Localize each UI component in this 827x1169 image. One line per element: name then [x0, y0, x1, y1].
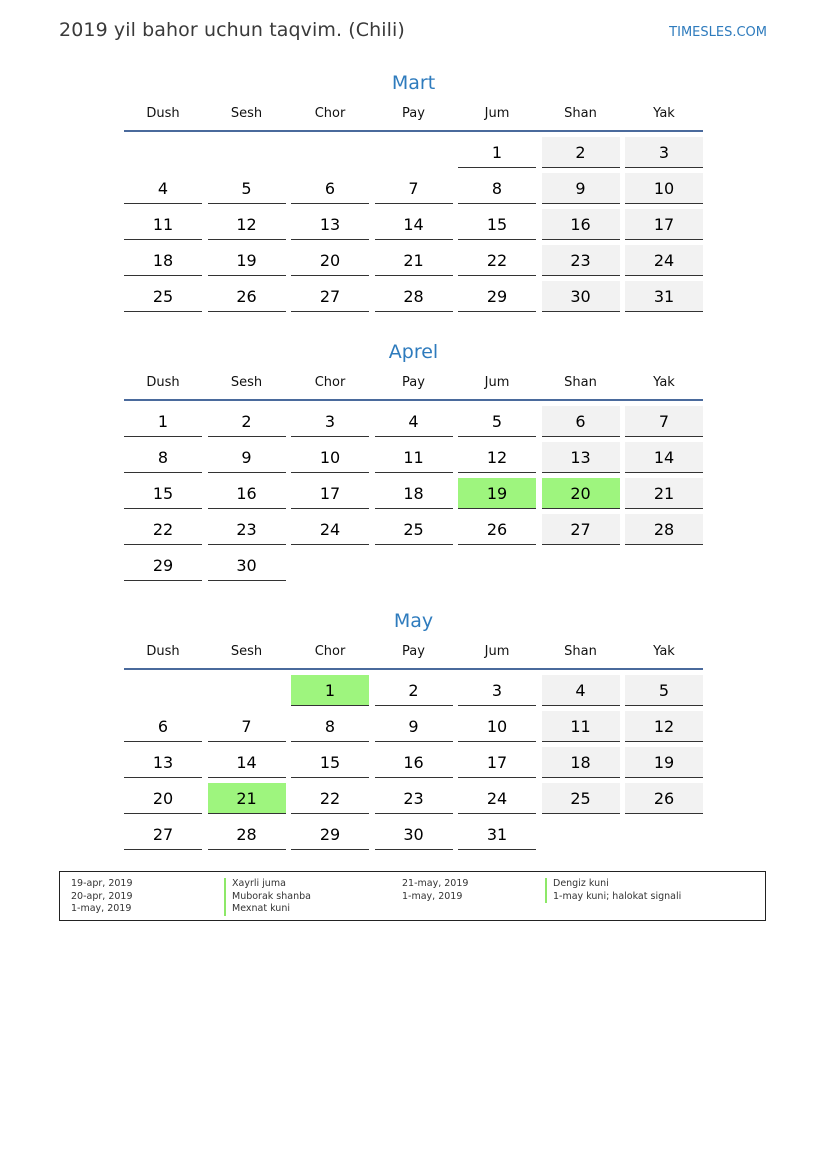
- day-cell[interactable]: 5: [208, 173, 286, 204]
- day-cell[interactable]: 12: [458, 442, 536, 473]
- day-cell[interactable]: 18: [542, 747, 620, 778]
- day-cell[interactable]: 20: [124, 783, 202, 814]
- legend-names-right: [545, 878, 681, 903]
- weekday-label: Chor: [314, 644, 346, 659]
- day-grid: [124, 137, 703, 312]
- day-cell[interactable]: 1: [458, 137, 536, 168]
- weekday-label: Chor: [314, 375, 346, 390]
- day-cell[interactable]: 6: [291, 173, 369, 204]
- day-cell[interactable]: 29: [458, 281, 536, 312]
- day-cell[interactable]: 21: [208, 783, 286, 814]
- day-cell[interactable]: 17: [458, 747, 536, 778]
- day-cell[interactable]: 30: [208, 550, 286, 581]
- weekday-label: Jum: [484, 106, 510, 121]
- day-cell[interactable]: 29: [291, 819, 369, 850]
- legend-holiday-name: Mexnat kuni: [224, 903, 311, 916]
- day-cell[interactable]: 27: [291, 281, 369, 312]
- day-cell[interactable]: 31: [458, 819, 536, 850]
- legend-holiday-name: 1-may kuni; halokat signali: [545, 891, 681, 904]
- month-title: Aprel: [388, 341, 439, 363]
- weekday-label: Shan: [564, 106, 597, 121]
- day-cell[interactable]: 22: [458, 245, 536, 276]
- day-cell[interactable]: 9: [375, 711, 453, 742]
- day-cell[interactable]: 8: [124, 442, 202, 473]
- day-cell[interactable]: 5: [458, 406, 536, 437]
- day-cell[interactable]: 17: [625, 209, 703, 240]
- weekday-label: Shan: [564, 644, 597, 659]
- day-cell[interactable]: 4: [124, 173, 202, 204]
- day-cell[interactable]: 16: [208, 478, 286, 509]
- weekday-label: Dush: [146, 106, 180, 121]
- day-cell[interactable]: 9: [208, 442, 286, 473]
- month-may: [124, 606, 703, 850]
- empty-cell: [291, 137, 369, 168]
- weekday-label: Sesh: [230, 375, 263, 390]
- day-cell[interactable]: 2: [375, 675, 453, 706]
- weekday-label: Pay: [402, 106, 425, 121]
- weekday-label: Jum: [484, 644, 510, 659]
- weekday-label: Chor: [314, 106, 346, 121]
- weekday-header: [124, 373, 703, 401]
- weekday-label: Yak: [653, 106, 675, 121]
- day-cell[interactable]: 26: [208, 281, 286, 312]
- day-cell[interactable]: 19: [458, 478, 536, 509]
- legend-holiday-name: Xayrli juma: [224, 878, 311, 891]
- day-cell[interactable]: 7: [208, 711, 286, 742]
- legend-date: 19-apr, 2019: [71, 878, 133, 889]
- legend-names-left: [224, 878, 311, 916]
- day-cell[interactable]: 6: [124, 711, 202, 742]
- day-cell[interactable]: 15: [291, 747, 369, 778]
- weekday-label: Sesh: [230, 644, 263, 659]
- day-cell[interactable]: 10: [291, 442, 369, 473]
- legend-dates-left: [71, 878, 133, 916]
- legend-dates-right: [402, 878, 468, 903]
- holiday-legend: [59, 871, 766, 921]
- weekday-header: [124, 104, 703, 132]
- day-cell[interactable]: 7: [625, 406, 703, 437]
- weekday-label: Yak: [653, 375, 675, 390]
- day-cell[interactable]: 21: [375, 245, 453, 276]
- empty-cell: [375, 137, 453, 168]
- legend-date: 1-may, 2019: [402, 890, 463, 902]
- day-cell[interactable]: 22: [291, 783, 369, 814]
- day-cell[interactable]: 7: [375, 173, 453, 204]
- empty-cell: [124, 137, 202, 168]
- day-cell[interactable]: 24: [291, 514, 369, 545]
- day-cell[interactable]: 25: [375, 514, 453, 545]
- day-cell[interactable]: 12: [625, 711, 703, 742]
- day-cell[interactable]: 6: [542, 406, 620, 437]
- weekday-label: Pay: [402, 375, 425, 390]
- day-cell[interactable]: 4: [375, 406, 453, 437]
- day-cell[interactable]: 11: [542, 711, 620, 742]
- day-cell[interactable]: 15: [458, 209, 536, 240]
- day-cell[interactable]: 26: [625, 783, 703, 814]
- month-april: [124, 337, 703, 581]
- day-cell[interactable]: 14: [625, 442, 703, 473]
- day-cell[interactable]: 4: [542, 675, 620, 706]
- weekday-label: Dush: [146, 375, 180, 390]
- day-cell[interactable]: 5: [625, 675, 703, 706]
- day-cell[interactable]: 30: [542, 281, 620, 312]
- day-cell[interactable]: 10: [625, 173, 703, 204]
- day-cell[interactable]: 15: [124, 478, 202, 509]
- empty-cell: [208, 137, 286, 168]
- day-grid: [124, 675, 703, 850]
- weekday-label: Shan: [564, 375, 597, 390]
- day-cell[interactable]: 31: [625, 281, 703, 312]
- day-cell[interactable]: 14: [208, 747, 286, 778]
- day-cell[interactable]: 11: [124, 209, 202, 240]
- day-cell[interactable]: 17: [291, 478, 369, 509]
- day-cell[interactable]: 23: [542, 245, 620, 276]
- weekday-label: Pay: [402, 644, 425, 659]
- day-cell[interactable]: 18: [375, 478, 453, 509]
- day-cell[interactable]: 3: [625, 137, 703, 168]
- day-cell[interactable]: 21: [625, 478, 703, 509]
- empty-cell: [124, 675, 202, 706]
- weekday-label: Sesh: [230, 106, 263, 121]
- day-cell[interactable]: 25: [124, 281, 202, 312]
- day-grid: [124, 406, 703, 581]
- day-cell[interactable]: 1: [291, 675, 369, 706]
- legend-holiday-name: Muborak shanba: [224, 891, 311, 904]
- day-cell[interactable]: 29: [124, 550, 202, 581]
- empty-cell: [208, 675, 286, 706]
- day-cell[interactable]: 12: [208, 209, 286, 240]
- day-cell[interactable]: 24: [458, 783, 536, 814]
- day-cell[interactable]: 27: [542, 514, 620, 545]
- legend-date: 1-may, 2019: [71, 903, 132, 914]
- day-cell[interactable]: 23: [375, 783, 453, 814]
- day-cell[interactable]: 2: [208, 406, 286, 437]
- legend-date: 20-apr, 2019: [71, 890, 133, 902]
- day-cell[interactable]: 23: [208, 514, 286, 545]
- page-title: 2019 yil bahor uchun taqvim. (Chili): [59, 19, 405, 41]
- day-cell[interactable]: 2: [542, 137, 620, 168]
- day-cell[interactable]: 14: [375, 209, 453, 240]
- weekday-label: Yak: [653, 644, 675, 659]
- day-cell[interactable]: 19: [625, 747, 703, 778]
- day-cell[interactable]: 10: [458, 711, 536, 742]
- day-cell[interactable]: 27: [124, 819, 202, 850]
- day-cell[interactable]: 8: [291, 711, 369, 742]
- day-cell[interactable]: 28: [375, 281, 453, 312]
- day-cell[interactable]: 24: [625, 245, 703, 276]
- weekday-header: [124, 642, 703, 670]
- day-cell[interactable]: 11: [375, 442, 453, 473]
- day-cell[interactable]: 16: [542, 209, 620, 240]
- legend-date: 21-may, 2019: [402, 878, 469, 889]
- day-cell[interactable]: 13: [124, 747, 202, 778]
- day-cell[interactable]: 18: [124, 245, 202, 276]
- day-cell[interactable]: 16: [375, 747, 453, 778]
- legend-holiday-name: Dengiz kuni: [545, 878, 681, 891]
- weekday-label: Jum: [484, 375, 510, 390]
- day-cell[interactable]: 20: [542, 478, 620, 509]
- day-cell[interactable]: 1: [124, 406, 202, 437]
- month-march: [124, 68, 703, 312]
- day-cell[interactable]: 19: [208, 245, 286, 276]
- day-cell[interactable]: 20: [291, 245, 369, 276]
- day-cell[interactable]: 28: [625, 514, 703, 545]
- day-cell[interactable]: 25: [542, 783, 620, 814]
- day-cell[interactable]: 9: [542, 173, 620, 204]
- site-link[interactable]: TIMESLES.COM: [669, 25, 767, 40]
- day-cell[interactable]: 3: [458, 675, 536, 706]
- day-cell[interactable]: 22: [124, 514, 202, 545]
- month-title: May: [393, 610, 434, 632]
- weekday-label: Dush: [146, 644, 180, 659]
- day-cell[interactable]: 30: [375, 819, 453, 850]
- day-cell[interactable]: 26: [458, 514, 536, 545]
- month-title: Mart: [391, 72, 436, 94]
- day-cell[interactable]: 8: [458, 173, 536, 204]
- day-cell[interactable]: 13: [542, 442, 620, 473]
- day-cell[interactable]: 3: [291, 406, 369, 437]
- day-cell[interactable]: 28: [208, 819, 286, 850]
- day-cell[interactable]: 13: [291, 209, 369, 240]
